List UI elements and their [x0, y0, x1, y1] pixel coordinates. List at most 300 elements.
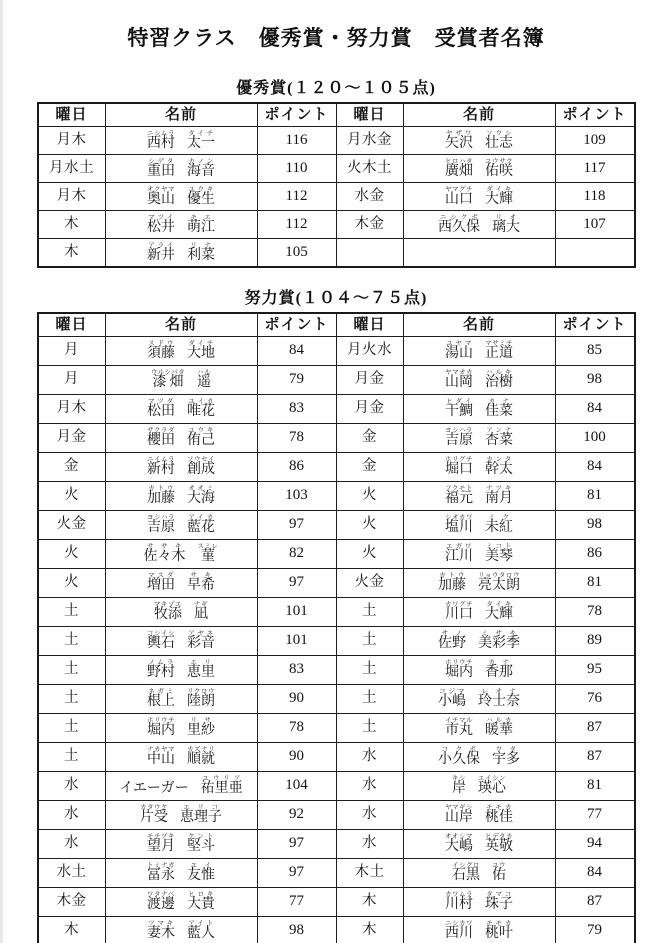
points-cell: 77 [555, 801, 635, 830]
name-cell [403, 211, 555, 239]
table-row [38, 598, 635, 627]
name-cell [403, 627, 555, 656]
day-cell: 火金 [336, 569, 403, 598]
name-cell [105, 598, 257, 627]
name-with-furigana: 小久保コクボ [438, 746, 480, 768]
name-cell [105, 917, 257, 943]
name-cell [105, 482, 257, 511]
name-with-furigana: 里紗リサ [187, 717, 215, 739]
name-with-furigana: 佐々木ササキ [143, 543, 186, 565]
name-with-furigana: 川口カワグチ [445, 601, 473, 623]
name-with-furigana: 利菜リナ [187, 241, 215, 263]
points-cell: 83 [257, 656, 336, 685]
name-cell [105, 830, 257, 859]
name-with-furigana: 凪ナギ [194, 601, 208, 623]
day-cell: 木金 [38, 888, 106, 917]
table-row [38, 453, 635, 482]
points-cell: 98 [257, 917, 336, 943]
name-with-furigana: 萌江モエ [187, 213, 215, 235]
points-cell: 97 [257, 569, 336, 598]
name-with-furigana: 玲士奈レオナ [478, 688, 520, 710]
name-with-furigana: 佑咲ユウサク [485, 157, 513, 179]
table-row [38, 859, 635, 888]
header-row [38, 103, 635, 127]
scan-edge-artifact [0, 0, 3, 943]
points-cell: 84 [555, 453, 635, 482]
name-with-furigana: 輿石コシイシ [147, 630, 175, 652]
name-with-furigana: 唯花ユイカ [187, 398, 215, 420]
points-cell: 90 [257, 743, 336, 772]
name-with-furigana: 冨永トミナガ [147, 862, 175, 884]
points-cell: 81 [555, 569, 635, 598]
name-cell [403, 598, 555, 627]
name-cell [403, 482, 555, 511]
points-cell: 104 [257, 772, 336, 801]
name-with-furigana: 遥ハル [197, 369, 212, 391]
name-with-furigana: 藍人アイト [187, 920, 215, 942]
name-with-furigana: 岸キシ [452, 775, 466, 797]
day-cell: 土 [38, 743, 106, 772]
points-cell: 110 [257, 155, 336, 183]
column-header: ポイント [555, 103, 635, 127]
name-cell [403, 127, 555, 155]
section-effort-award [0, 285, 672, 943]
column-header: 名前 [403, 103, 555, 127]
name-cell [105, 888, 257, 917]
name-with-furigana: 湯山ユヤマ [445, 340, 473, 362]
section-heading-excellence: 優秀賞(１２０～１０５点) [236, 80, 436, 97]
column-header: ポイント [257, 103, 336, 127]
table-row [38, 714, 635, 743]
points-cell: 97 [257, 830, 336, 859]
points-cell: 117 [555, 155, 635, 183]
day-cell: 土 [336, 627, 403, 656]
name-with-furigana: 彩音アヤネ [187, 630, 215, 652]
table-row [38, 366, 635, 395]
name-with-furigana: 根上ネガミ [147, 688, 175, 710]
day-cell: 金 [336, 424, 403, 453]
name-with-furigana: 美彩季ミサキ [478, 630, 520, 652]
table-row [38, 211, 635, 239]
points-cell: 116 [257, 127, 336, 155]
day-cell: 水金 [336, 183, 403, 211]
day-cell: 木金 [336, 211, 403, 239]
section-excellence-award [0, 75, 672, 268]
points-cell: 97 [257, 511, 336, 540]
table-row [38, 569, 635, 598]
day-cell: 月金 [38, 424, 106, 453]
day-cell: 水 [38, 772, 106, 801]
name-cell [403, 511, 555, 540]
name-cell [105, 801, 257, 830]
name-with-furigana: 優生ユウキ [187, 185, 215, 207]
day-cell: 月金 [336, 366, 403, 395]
name-with-furigana: 友惟ユイ [187, 862, 215, 884]
day-cell: 木 [336, 888, 403, 917]
points-cell: 84 [555, 395, 635, 424]
name-with-furigana: 暖華ハルカ [485, 717, 513, 739]
name-with-furigana: 重田シゲタ [147, 157, 175, 179]
points-cell: 90 [257, 685, 336, 714]
points-cell: 98 [555, 366, 635, 395]
header-row [38, 313, 635, 337]
name-cell [105, 395, 257, 424]
day-cell: 水 [38, 801, 106, 830]
name-cell [403, 714, 555, 743]
points-cell: 97 [257, 859, 336, 888]
points-cell: 77 [257, 888, 336, 917]
points-cell: 84 [257, 337, 336, 366]
name-cell [105, 183, 257, 211]
name-cell [105, 772, 257, 801]
name-with-furigana: 牧添マキゾエ [154, 601, 182, 623]
name-with-furigana: 壮志ソウシ [485, 129, 513, 151]
table-row [38, 395, 635, 424]
name-with-furigana: 順就カズナリ [187, 746, 215, 768]
table-row [38, 917, 635, 943]
table-row [38, 540, 635, 569]
points-cell: 94 [555, 830, 635, 859]
points-cell: 78 [257, 424, 336, 453]
name-with-furigana: 片受カタウケ [140, 804, 168, 826]
day-cell: 木 [336, 917, 403, 943]
name-cell [105, 656, 257, 685]
points-cell: 81 [555, 772, 635, 801]
name-with-furigana: 桃叶モモカ [485, 920, 513, 942]
points-cell: 85 [555, 337, 635, 366]
table-row [38, 830, 635, 859]
name-with-furigana: 璃大リオ [492, 213, 520, 235]
day-cell: 火木土 [336, 155, 403, 183]
day-cell: 土 [336, 656, 403, 685]
name-with-furigana: 中山ナカヤマ [147, 746, 175, 768]
points-cell: 92 [257, 801, 336, 830]
table-row [38, 482, 635, 511]
name-with-furigana: 小嶋コジマ [438, 688, 466, 710]
name-with-furigana: 藍花アイカ [187, 514, 215, 536]
column-header: 曜日 [336, 103, 403, 127]
name-with-furigana: 治樹ハルキ [485, 369, 513, 391]
name-with-furigana: 櫻田サクラダ [147, 427, 175, 449]
name-with-furigana: 海音カノン [187, 157, 215, 179]
name-cell [403, 859, 555, 888]
day-cell: 月木 [38, 183, 106, 211]
name-with-furigana: 吉原ヨシハラ [445, 427, 473, 449]
points-cell [555, 239, 635, 268]
column-header: 名前 [403, 313, 555, 337]
points-cell: 103 [257, 482, 336, 511]
points-cell: 87 [555, 714, 635, 743]
day-cell: 月金 [336, 395, 403, 424]
day-cell: 水 [38, 830, 106, 859]
name-with-furigana: 堀内ホリウチ [445, 659, 473, 681]
day-cell: 火 [336, 540, 403, 569]
day-cell: 土 [38, 627, 106, 656]
day-cell: 木土 [336, 859, 403, 888]
name-with-furigana: 大地ダイチ [187, 340, 215, 362]
name-with-furigana: 佳菜カナ [485, 398, 513, 420]
column-header: 曜日 [38, 103, 106, 127]
table-row [38, 656, 635, 685]
name-with-furigana: 野村ノムラ [147, 659, 175, 681]
table-row [38, 772, 635, 801]
table-row [38, 337, 635, 366]
name-with-furigana: 佑ユウ [492, 862, 506, 884]
points-cell: 86 [555, 540, 635, 569]
day-cell: 土 [38, 656, 106, 685]
name-with-furigana: 松井マツイ [147, 213, 175, 235]
name-with-furigana: 山岸ヤマギシ [445, 804, 473, 826]
name-with-furigana: 山岡ヤマオカ [445, 369, 473, 391]
day-cell: 水 [336, 743, 403, 772]
name-cell [403, 830, 555, 859]
name-with-furigana: 山口ヤマグチ [445, 185, 473, 207]
points-cell: 76 [555, 685, 635, 714]
name-with-furigana: 川村カワムラ [445, 891, 473, 913]
name-with-furigana: 加藤カトウ [438, 572, 466, 594]
day-cell: 土 [336, 714, 403, 743]
name-with-furigana: 陸朗リクロウ [187, 688, 215, 710]
name-with-furigana: 早希サキ [187, 572, 215, 594]
table-row [38, 424, 635, 453]
name-cell [105, 511, 257, 540]
points-cell: 81 [555, 482, 635, 511]
points-cell: 82 [257, 540, 336, 569]
name-cell [403, 453, 555, 482]
table-row [38, 183, 635, 211]
day-cell: 土 [38, 714, 106, 743]
table-row [38, 155, 635, 183]
name-cell [105, 685, 257, 714]
day-cell: 火 [336, 482, 403, 511]
table-row [38, 888, 635, 917]
points-cell: 79 [257, 366, 336, 395]
name-with-furigana: 漆畑ウルシバタ [150, 369, 186, 391]
name-with-furigana: 侑己ユウキ [187, 427, 215, 449]
name-cell [105, 540, 257, 569]
name-with-furigana: 杏菜アンナ [485, 427, 513, 449]
name-cell [105, 859, 257, 888]
table-row [38, 627, 635, 656]
name-cell [105, 211, 257, 239]
effort-award-table [37, 312, 636, 943]
name-with-furigana: 西川ニシカワ [445, 920, 473, 942]
name-with-furigana: 新井アライ [147, 241, 175, 263]
name-with-furigana: 堅斗ケント [187, 833, 215, 855]
day-cell [336, 239, 403, 268]
day-cell: 月 [38, 366, 106, 395]
day-cell: 土 [38, 685, 106, 714]
name-with-furigana: 大輝タイキ [485, 601, 513, 623]
points-cell: 83 [257, 395, 336, 424]
points-cell: 112 [257, 211, 336, 239]
name-with-furigana: 奥山オクヤマ [147, 185, 175, 207]
name-cell [403, 743, 555, 772]
name-with-furigana: 新村ニイムラ [147, 456, 175, 478]
day-cell: 火 [336, 511, 403, 540]
column-header: ポイント [257, 313, 336, 337]
points-cell: 87 [555, 743, 635, 772]
day-cell: 木 [38, 211, 106, 239]
name-with-furigana: 太一タイチ [187, 129, 215, 151]
day-cell: 木 [38, 239, 106, 268]
name-cell [403, 395, 555, 424]
name-with-furigana: 美琴ミコト [485, 543, 513, 565]
name-cell [403, 424, 555, 453]
points-cell: 95 [555, 656, 635, 685]
name-cell [403, 540, 555, 569]
name-cell [105, 127, 257, 155]
day-cell: 水 [336, 830, 403, 859]
name-with-furigana: 望月モチヅキ [147, 833, 175, 855]
day-cell: 土 [38, 598, 106, 627]
name-with-furigana: 桃佳モモカ [485, 804, 513, 826]
name-with-furigana: 須藤スドウ [147, 340, 175, 362]
name-with-furigana: 未紅ミク [485, 514, 513, 536]
name-cell [403, 239, 555, 268]
name-cell [403, 337, 555, 366]
name-with-furigana: 増田マスダ [147, 572, 175, 594]
points-cell: 89 [555, 627, 635, 656]
points-cell: 105 [257, 239, 336, 268]
name-with-furigana: 瑛心エイシン [478, 775, 506, 797]
name-with-furigana: 菫スミレ [197, 543, 219, 565]
name-with-furigana: 大嶋オオシマ [445, 833, 473, 855]
table-row [38, 743, 635, 772]
column-header: 曜日 [38, 313, 106, 337]
name-cell [403, 183, 555, 211]
day-cell: 月木 [38, 395, 106, 424]
name-with-furigana: イエーガー [119, 781, 189, 797]
name-cell [403, 801, 555, 830]
day-cell: 火金 [38, 511, 106, 540]
points-cell: 101 [257, 598, 336, 627]
day-cell: 月水金 [336, 127, 403, 155]
day-cell: 水 [336, 801, 403, 830]
name-cell [403, 366, 555, 395]
points-cell: 78 [257, 714, 336, 743]
name-cell [105, 239, 257, 268]
name-cell [105, 424, 257, 453]
name-cell [403, 685, 555, 714]
day-cell: 月火水 [336, 337, 403, 366]
name-with-furigana: 妻木ツマキ [147, 920, 175, 942]
name-with-furigana: 香那カナ [485, 659, 513, 681]
name-with-furigana: 堀口ホリグチ [445, 456, 473, 478]
day-cell: 金 [38, 453, 106, 482]
points-cell: 86 [257, 453, 336, 482]
name-with-furigana: 市丸イチマル [445, 717, 473, 739]
name-with-furigana: 英敬ヒデタカ [485, 833, 513, 855]
points-cell: 78 [555, 598, 635, 627]
name-cell [105, 714, 257, 743]
name-cell [105, 453, 257, 482]
table-row [38, 685, 635, 714]
day-cell: 金 [336, 453, 403, 482]
name-cell [105, 337, 257, 366]
name-with-furigana: 西久保ニシクボ [438, 213, 480, 235]
points-cell: 79 [555, 917, 635, 943]
day-cell: 土 [336, 598, 403, 627]
name-with-furigana: 正道マサミチ [485, 340, 513, 362]
name-with-furigana: 佐野サノ [438, 630, 466, 652]
day-cell: 月木 [38, 127, 106, 155]
name-cell [403, 155, 555, 183]
name-cell [403, 656, 555, 685]
name-cell [105, 627, 257, 656]
table-row [38, 511, 635, 540]
name-with-furigana: 大貴ヒロキ [187, 891, 215, 913]
name-cell [403, 772, 555, 801]
name-cell [403, 888, 555, 917]
name-with-furigana: 吉原ヨシハラ [147, 514, 175, 536]
name-with-furigana: 珠子タマコ [485, 891, 513, 913]
points-cell: 98 [555, 511, 635, 540]
name-cell [403, 569, 555, 598]
name-with-furigana: 大輝ダイキ [485, 185, 513, 207]
name-cell [403, 917, 555, 943]
points-cell: 109 [555, 127, 635, 155]
column-header: 名前 [105, 103, 257, 127]
points-cell: 101 [257, 627, 336, 656]
name-with-furigana: 南月ナツキ [485, 485, 513, 507]
column-header: 名前 [105, 313, 257, 337]
day-cell: 木 [38, 917, 106, 943]
name-with-furigana: 廣畑ヒロハタ [445, 157, 473, 179]
section-heading-effort: 努力賞(１０４～７５点) [244, 290, 428, 307]
day-cell: 水土 [38, 859, 106, 888]
name-with-furigana: 松田マツダ [147, 398, 175, 420]
points-cell: 100 [555, 424, 635, 453]
day-cell: 月 [38, 337, 106, 366]
name-with-furigana: 亮太朗リョウタロウ [478, 572, 520, 594]
name-with-furigana: 創成ソウセイ [187, 456, 215, 478]
name-with-furigana: 宇多ウタ [492, 746, 520, 768]
excellence-award-table [37, 102, 636, 268]
name-with-furigana: 矢沢ヤザワ [445, 129, 473, 151]
name-with-furigana: 恵理子エリコ [180, 804, 222, 826]
table-row [38, 127, 635, 155]
points-cell: 84 [555, 859, 635, 888]
column-header: 曜日 [336, 313, 403, 337]
name-with-furigana: 福元フクモト [445, 485, 473, 507]
document-title: 特習クラス 優秀賞・努力賞 受賞者名簿 [127, 26, 545, 50]
day-cell: 土 [336, 685, 403, 714]
day-cell: 月水土 [38, 155, 106, 183]
name-cell [105, 569, 257, 598]
name-with-furigana: 江川エガワ [445, 543, 473, 565]
day-cell: 水 [336, 772, 403, 801]
name-with-furigana: 渡邊ワタナベ [147, 891, 175, 913]
name-with-furigana: 堀内ホリウチ [147, 717, 175, 739]
name-cell [105, 366, 257, 395]
day-cell: 火 [38, 540, 106, 569]
column-header: ポイント [555, 313, 635, 337]
name-with-furigana: 石黒イシグロ [452, 862, 480, 884]
points-cell: 107 [555, 211, 635, 239]
name-with-furigana: 塩川シオカワ [445, 514, 473, 536]
name-cell [105, 743, 257, 772]
points-cell: 118 [555, 183, 635, 211]
day-cell: 火 [38, 569, 106, 598]
name-with-furigana: 加藤カトウ [147, 485, 175, 507]
table-row [38, 801, 635, 830]
name-with-furigana: 西村ニシムラ [147, 129, 175, 151]
name-with-furigana: 恵里エリ [187, 659, 215, 681]
name-with-furigana: 幹太カンタ [485, 456, 513, 478]
name-with-furigana: 大海オオミ [187, 485, 215, 507]
table-row [38, 239, 635, 268]
